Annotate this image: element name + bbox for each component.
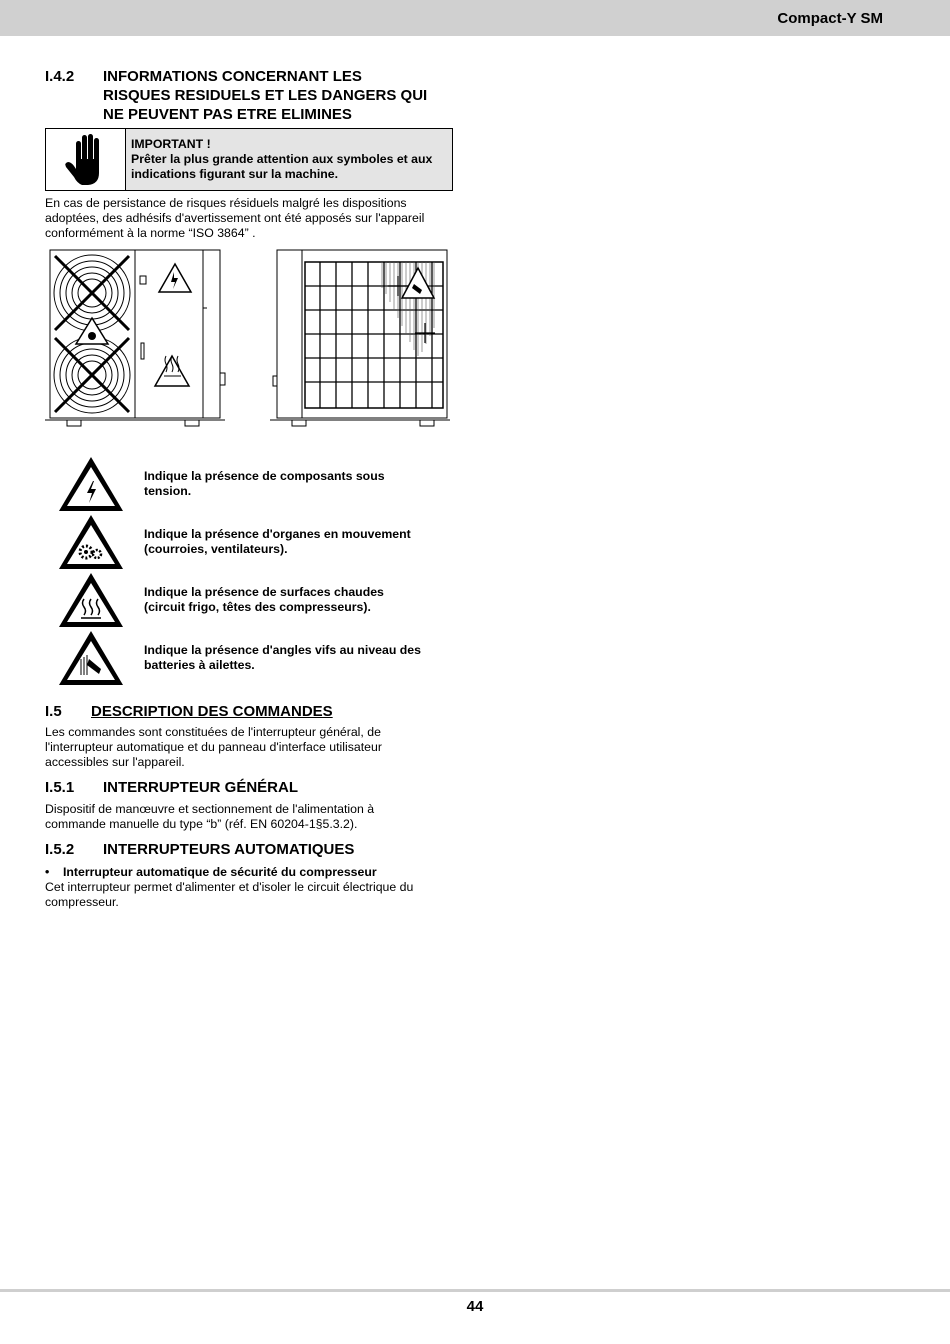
footer-divider xyxy=(0,1289,950,1292)
paragraph-line: commande manuelle du type “b” (réf. EN 60204-1§5.3.2). xyxy=(45,817,358,831)
section-title-line: RISQUES RESIDUELS ET LES DANGERS QUI xyxy=(103,87,428,104)
paragraph-line: Les commandes sont constituées de l'interrupteur général, de xyxy=(45,725,381,739)
document-title: Compact-Y SM xyxy=(777,10,883,27)
important-text xyxy=(126,129,452,190)
section-title: DESCRIPTION DES COMMANDES xyxy=(91,703,333,720)
header-bar xyxy=(0,0,950,36)
important-label: IMPORTANT ! xyxy=(131,137,211,151)
paragraph-line: accessibles sur l'appareil. xyxy=(45,755,185,769)
bullet-text: Interrupteur automatique de sécurité du compresseur xyxy=(63,865,377,879)
paragraph-line: En cas de persistance de risques résiduels malgré les dispositions xyxy=(45,196,407,210)
paragraph-line: Dispositif de manœuvre et sectionnement de l'alimentation à xyxy=(45,802,375,816)
section-title-line: INFORMATIONS CONCERNANT LES xyxy=(103,68,362,85)
electric-hazard-icon xyxy=(57,455,125,518)
hand-stop-icon xyxy=(46,129,126,190)
paragraph-line: Cet interrupteur permet d'alimenter et d'isoler le circuit électrique du xyxy=(45,880,414,894)
legend-item-moving-parts xyxy=(144,527,449,557)
legend-item-electric xyxy=(144,469,449,499)
legend-line: (circuit frigo, têtes des compresseurs). xyxy=(144,600,371,614)
paragraph-line: conformément à la norme “ISO 3864” . xyxy=(45,226,256,240)
legend-item-hot-surface xyxy=(144,585,449,615)
page-number: 44 xyxy=(466,1298,484,1315)
important-line: Prêter la plus grande attention aux symboles et aux xyxy=(131,152,433,166)
section-number: I.4.2 xyxy=(45,68,75,85)
legend-line: Indique la présence de surfaces chaudes xyxy=(144,585,384,599)
paragraph-line: compresseur. xyxy=(45,895,119,909)
hot-surface-hazard-icon xyxy=(57,571,125,634)
paragraph-line: l'interrupteur automatique et du panneau d'interface utilisateur xyxy=(45,740,382,754)
paragraph-line: adoptées, des adhésifs d'avertissement ont été apposés sur l'appareil xyxy=(45,211,425,225)
section-i52-paragraph xyxy=(45,880,450,910)
important-notice xyxy=(45,128,453,191)
section-i5-paragraph xyxy=(45,725,450,770)
legend-item-sharp-edges xyxy=(144,643,449,673)
legend-line: Indique la présence d'angles vifs au niveau des xyxy=(144,643,421,657)
intro-paragraph xyxy=(45,196,450,241)
unit-rear-view-figure xyxy=(270,248,452,435)
section-i51-paragraph xyxy=(45,802,450,832)
section-heading-i52 xyxy=(45,840,455,859)
legend-line: Indique la présence de composants sous xyxy=(144,469,385,483)
legend-line: Indique la présence d'organes en mouvement xyxy=(144,527,411,541)
section-number: I.5 xyxy=(45,703,62,720)
legend-line: tension. xyxy=(144,484,192,498)
section-heading-i42 xyxy=(45,67,455,124)
section-number: I.5.1 xyxy=(45,779,75,796)
section-title-line: NE PEUVENT PAS ETRE ELIMINES xyxy=(103,106,352,123)
bullet-marker: • xyxy=(45,865,50,879)
moving-parts-hazard-icon xyxy=(57,513,125,576)
section-number: I.5.2 xyxy=(45,841,75,858)
legend-line: batteries à ailettes. xyxy=(144,658,255,672)
section-heading-i5 xyxy=(45,702,455,721)
legend-line: (courroies, ventilateurs). xyxy=(144,542,288,556)
section-title: INTERRUPTEURS AUTOMATIQUES xyxy=(103,841,355,858)
important-line: indications figurant sur la machine. xyxy=(131,167,339,181)
section-heading-i51 xyxy=(45,778,455,797)
sharp-edges-hazard-icon xyxy=(57,629,125,692)
unit-front-view-figure xyxy=(45,248,230,435)
section-title: INTERRUPTEUR GÉNÉRAL xyxy=(103,779,299,796)
